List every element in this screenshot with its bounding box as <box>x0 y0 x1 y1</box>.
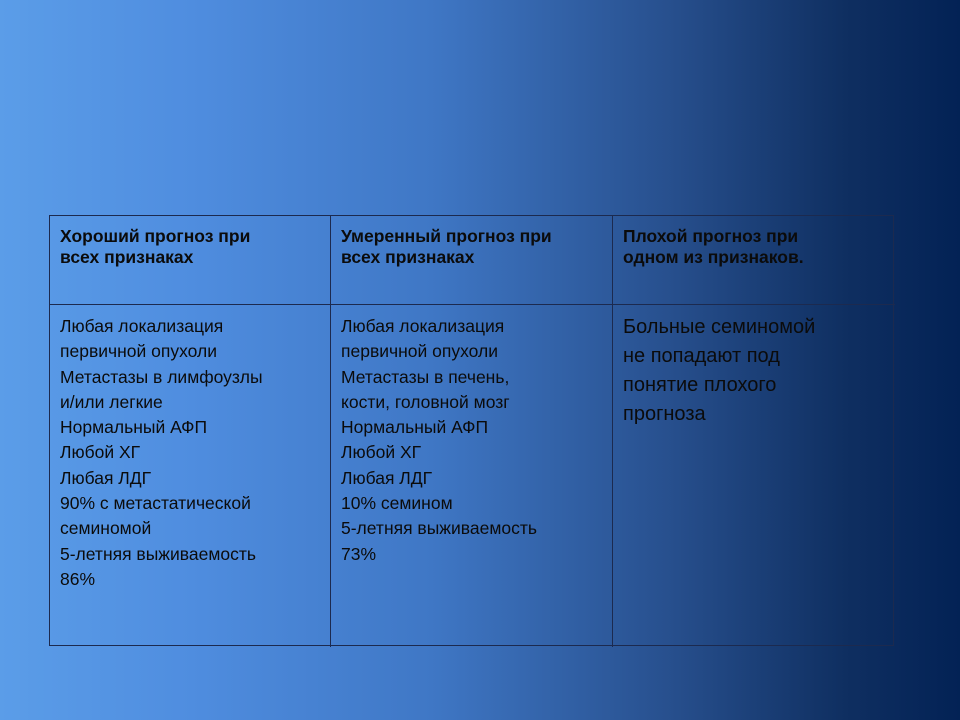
criteria-line: Любая ЛДГ <box>341 467 433 488</box>
header-line: Плохой прогноз при <box>623 226 799 246</box>
criteria-line: прогноза <box>623 403 706 425</box>
criteria-line: 5-летняя выживаемость <box>60 543 256 564</box>
criteria-line: 73% <box>341 543 377 564</box>
criteria-line: 5-летняя выживаемость <box>341 518 537 539</box>
criteria-line: первичной опухоли <box>60 341 218 362</box>
criteria-line: Любая ЛДГ <box>60 467 152 488</box>
cell-moderate-prognosis-criteria <box>331 305 613 647</box>
criteria-line: первичной опухоли <box>341 341 499 362</box>
criteria-line: Любой ХГ <box>341 442 422 463</box>
cell-good-prognosis-criteria <box>50 305 331 647</box>
cell-poor-prognosis-criteria <box>613 305 895 647</box>
header-line: Хороший прогноз при <box>60 226 251 246</box>
criteria-line: 86% <box>60 568 96 589</box>
prognosis-table <box>49 215 894 646</box>
criteria-line: кости, головной мозг <box>341 391 510 412</box>
header-moderate-prognosis <box>331 216 613 305</box>
criteria-line: Любой ХГ <box>60 442 141 463</box>
header-line: Умеренный прогноз при <box>341 226 552 246</box>
criteria-line: Любая локализация <box>341 316 505 336</box>
criteria-line: 90% с метастатической <box>60 493 251 514</box>
header-line: всех признаках <box>60 247 194 267</box>
criteria-line: понятие плохого <box>623 374 777 396</box>
criteria-line: Нормальный АФП <box>341 417 489 438</box>
header-line: одном из признаков. <box>623 247 804 267</box>
criteria-line: не попадают под <box>623 345 780 367</box>
header-good-prognosis <box>50 216 331 305</box>
criteria-line: 10% семином <box>341 493 453 514</box>
criteria-line: Больные семиномой <box>623 316 816 338</box>
criteria-line: Метастазы в лимфоузлы <box>60 366 263 387</box>
header-poor-prognosis <box>613 216 895 305</box>
criteria-line: и/или легкие <box>60 391 163 412</box>
criteria-line: Метастазы в печень, <box>341 366 510 387</box>
criteria-line: Нормальный АФП <box>60 417 208 438</box>
criteria-line: Любая локализация <box>60 316 224 336</box>
header-line: всех признаках <box>341 247 475 267</box>
criteria-line: семиномой <box>60 518 152 539</box>
